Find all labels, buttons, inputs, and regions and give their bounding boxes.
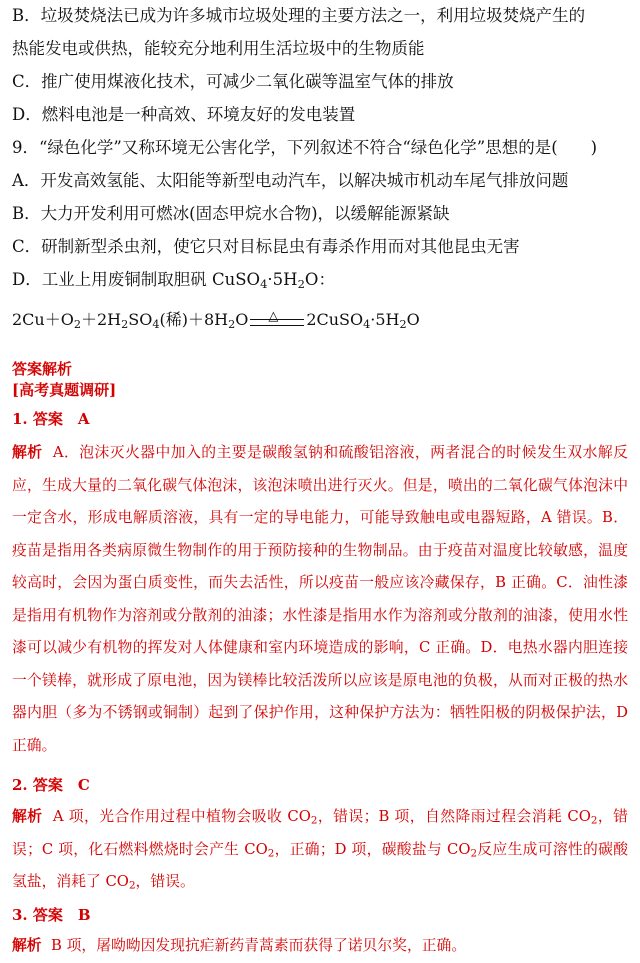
subscript: 2 [399, 317, 407, 331]
analysis-text: B 项，屠呦呦因发现抗疟新药青蒿素而获得了诺贝尔奖，正确。 [51, 937, 467, 954]
chemical-equation [12, 306, 420, 334]
answer-1-label: 1. 答案 A [12, 410, 90, 428]
option-d-text: D．工业上用废铜制取胆矾 CuSO [12, 270, 261, 289]
answers-heading: 答案解析 [12, 360, 73, 378]
eq-term: ＋2H [80, 310, 122, 329]
answer-2-label: 2. 答案 C [12, 776, 90, 794]
analysis-text: ，正确；D 项，碳酸盐与 CO [274, 840, 471, 858]
analysis-text: A 项，光合作用过程中植物会吸收 CO [52, 808, 311, 825]
question-9-option-b: B．大力开发利用可燃冰(固态甲烷水合物)，以缓解能源紧缺 [12, 204, 450, 223]
reaction-arrow [248, 309, 306, 333]
eq-term: (稀)＋8H [159, 310, 229, 329]
subscript: 2 [121, 317, 129, 331]
eq-term: O [235, 310, 249, 329]
option-d: D．燃料电池是一种高效、环境友好的发电装置 [12, 105, 356, 124]
eq-term: SO [128, 310, 153, 329]
question-9-stem: 9．“绿色化学”又称环境无公害化学，下列叙述不符合“绿色化学”思想的是( ) [12, 138, 598, 157]
subscript: 2 [470, 847, 478, 860]
question-9-option-d [12, 268, 630, 292]
answer-2-analysis [12, 801, 628, 899]
subscript: 2 [228, 317, 236, 331]
answer-3-analysis [12, 930, 628, 963]
subscript: 2 [310, 814, 318, 827]
answers-section: [高考真题调研] [12, 381, 117, 399]
subscript: 2 [73, 317, 81, 331]
subscript: 4 [260, 276, 268, 291]
option-d-text: ·5H [267, 270, 298, 289]
option-b-line1: B．垃圾焚烧法已成为许多城市垃圾处理的主要方法之一，利用垃圾焚烧产生的 [12, 6, 586, 25]
analysis-text: A．泡沫灭火器中加入的主要是碳酸氢钠和硫酸铝溶液，两者混合的时候发生双水解反应，生成大量的二氧化碳气体泡沫，该泡沫喷出进行灭火。但是，喷出的二氧化碳气体泡沫中一定含水，形成电解质溶液，具有一定的导电能力，可能导致触电或电器短路，A 错误。B．疫苗是指用各类病原微生物制作的用于预防接种的生物制品。由于疫苗对温度比较敏感，温度较高时，会因为蛋白质变性，而失去活性，所以疫苗一般应该冷藏保存，B 正确。C．油性漆是指用有机物作为溶剂或分散剂的油漆；水性漆是指用水作为溶剂或分散剂的油漆，使用水性漆可以减少有机物的挥发对人体健康和室内环境造成的影响，C 正确。D．电热水器内胆连接一个镁棒，就形成了原电池，因为镁棒比较活泼所以应该是原电池的负极，从而对正极的热水器内胆（多为不锈钢或铜制）起到了保护作用，这种保护方法为：牺牲阳极的阴极保护法，D 正确。 [12, 444, 628, 754]
eq-term: ·5H [370, 310, 400, 329]
option-d-text: O： [304, 270, 335, 289]
answer-3-label: 3. 答案 B [12, 906, 91, 924]
analysis-label: 解析 [12, 808, 43, 825]
analysis-text: ，错误；C 项，化石燃料燃烧时会产生 CO [12, 808, 628, 858]
eq-term: 2CuSO [306, 310, 364, 329]
analysis-text: ，错误。 [135, 873, 195, 890]
question-9-option-c: C．研制新型杀虫剂，使它只对目标昆虫有毒杀作用而对其他昆虫无害 [12, 237, 520, 256]
heat-condition-icon: △ [268, 308, 279, 324]
subscript: 2 [590, 814, 598, 827]
option-b-line2: 热能发电或供热，能较充分地利用生活垃圾中的生物质能 [12, 39, 425, 58]
subscript: 4 [363, 317, 371, 331]
subscript: 2 [297, 276, 305, 291]
answer-1-analysis [12, 437, 628, 762]
analysis-label: 解析 [12, 444, 43, 461]
eq-term: 2Cu＋O [12, 310, 74, 329]
analysis-text: ，错误；B 项，自然降雨过程会消耗 CO [317, 808, 591, 825]
subscript: 2 [267, 847, 275, 860]
subscript: 4 [152, 317, 160, 331]
question-9-option-a: A．开发高效氢能、太阳能等新型电动汽车，以解决城市机动车尾气排放问题 [12, 171, 569, 190]
eq-term: O [406, 310, 420, 329]
subscript: 2 [128, 879, 136, 892]
equals-bars [250, 319, 304, 326]
option-c: C．推广使用煤液化技术，可减少二氧化碳等温室气体的排放 [12, 72, 454, 91]
analysis-label: 解析 [12, 937, 42, 954]
analysis-text: 反应生成可溶性的碳酸氢盐，消耗了 CO [12, 840, 628, 890]
